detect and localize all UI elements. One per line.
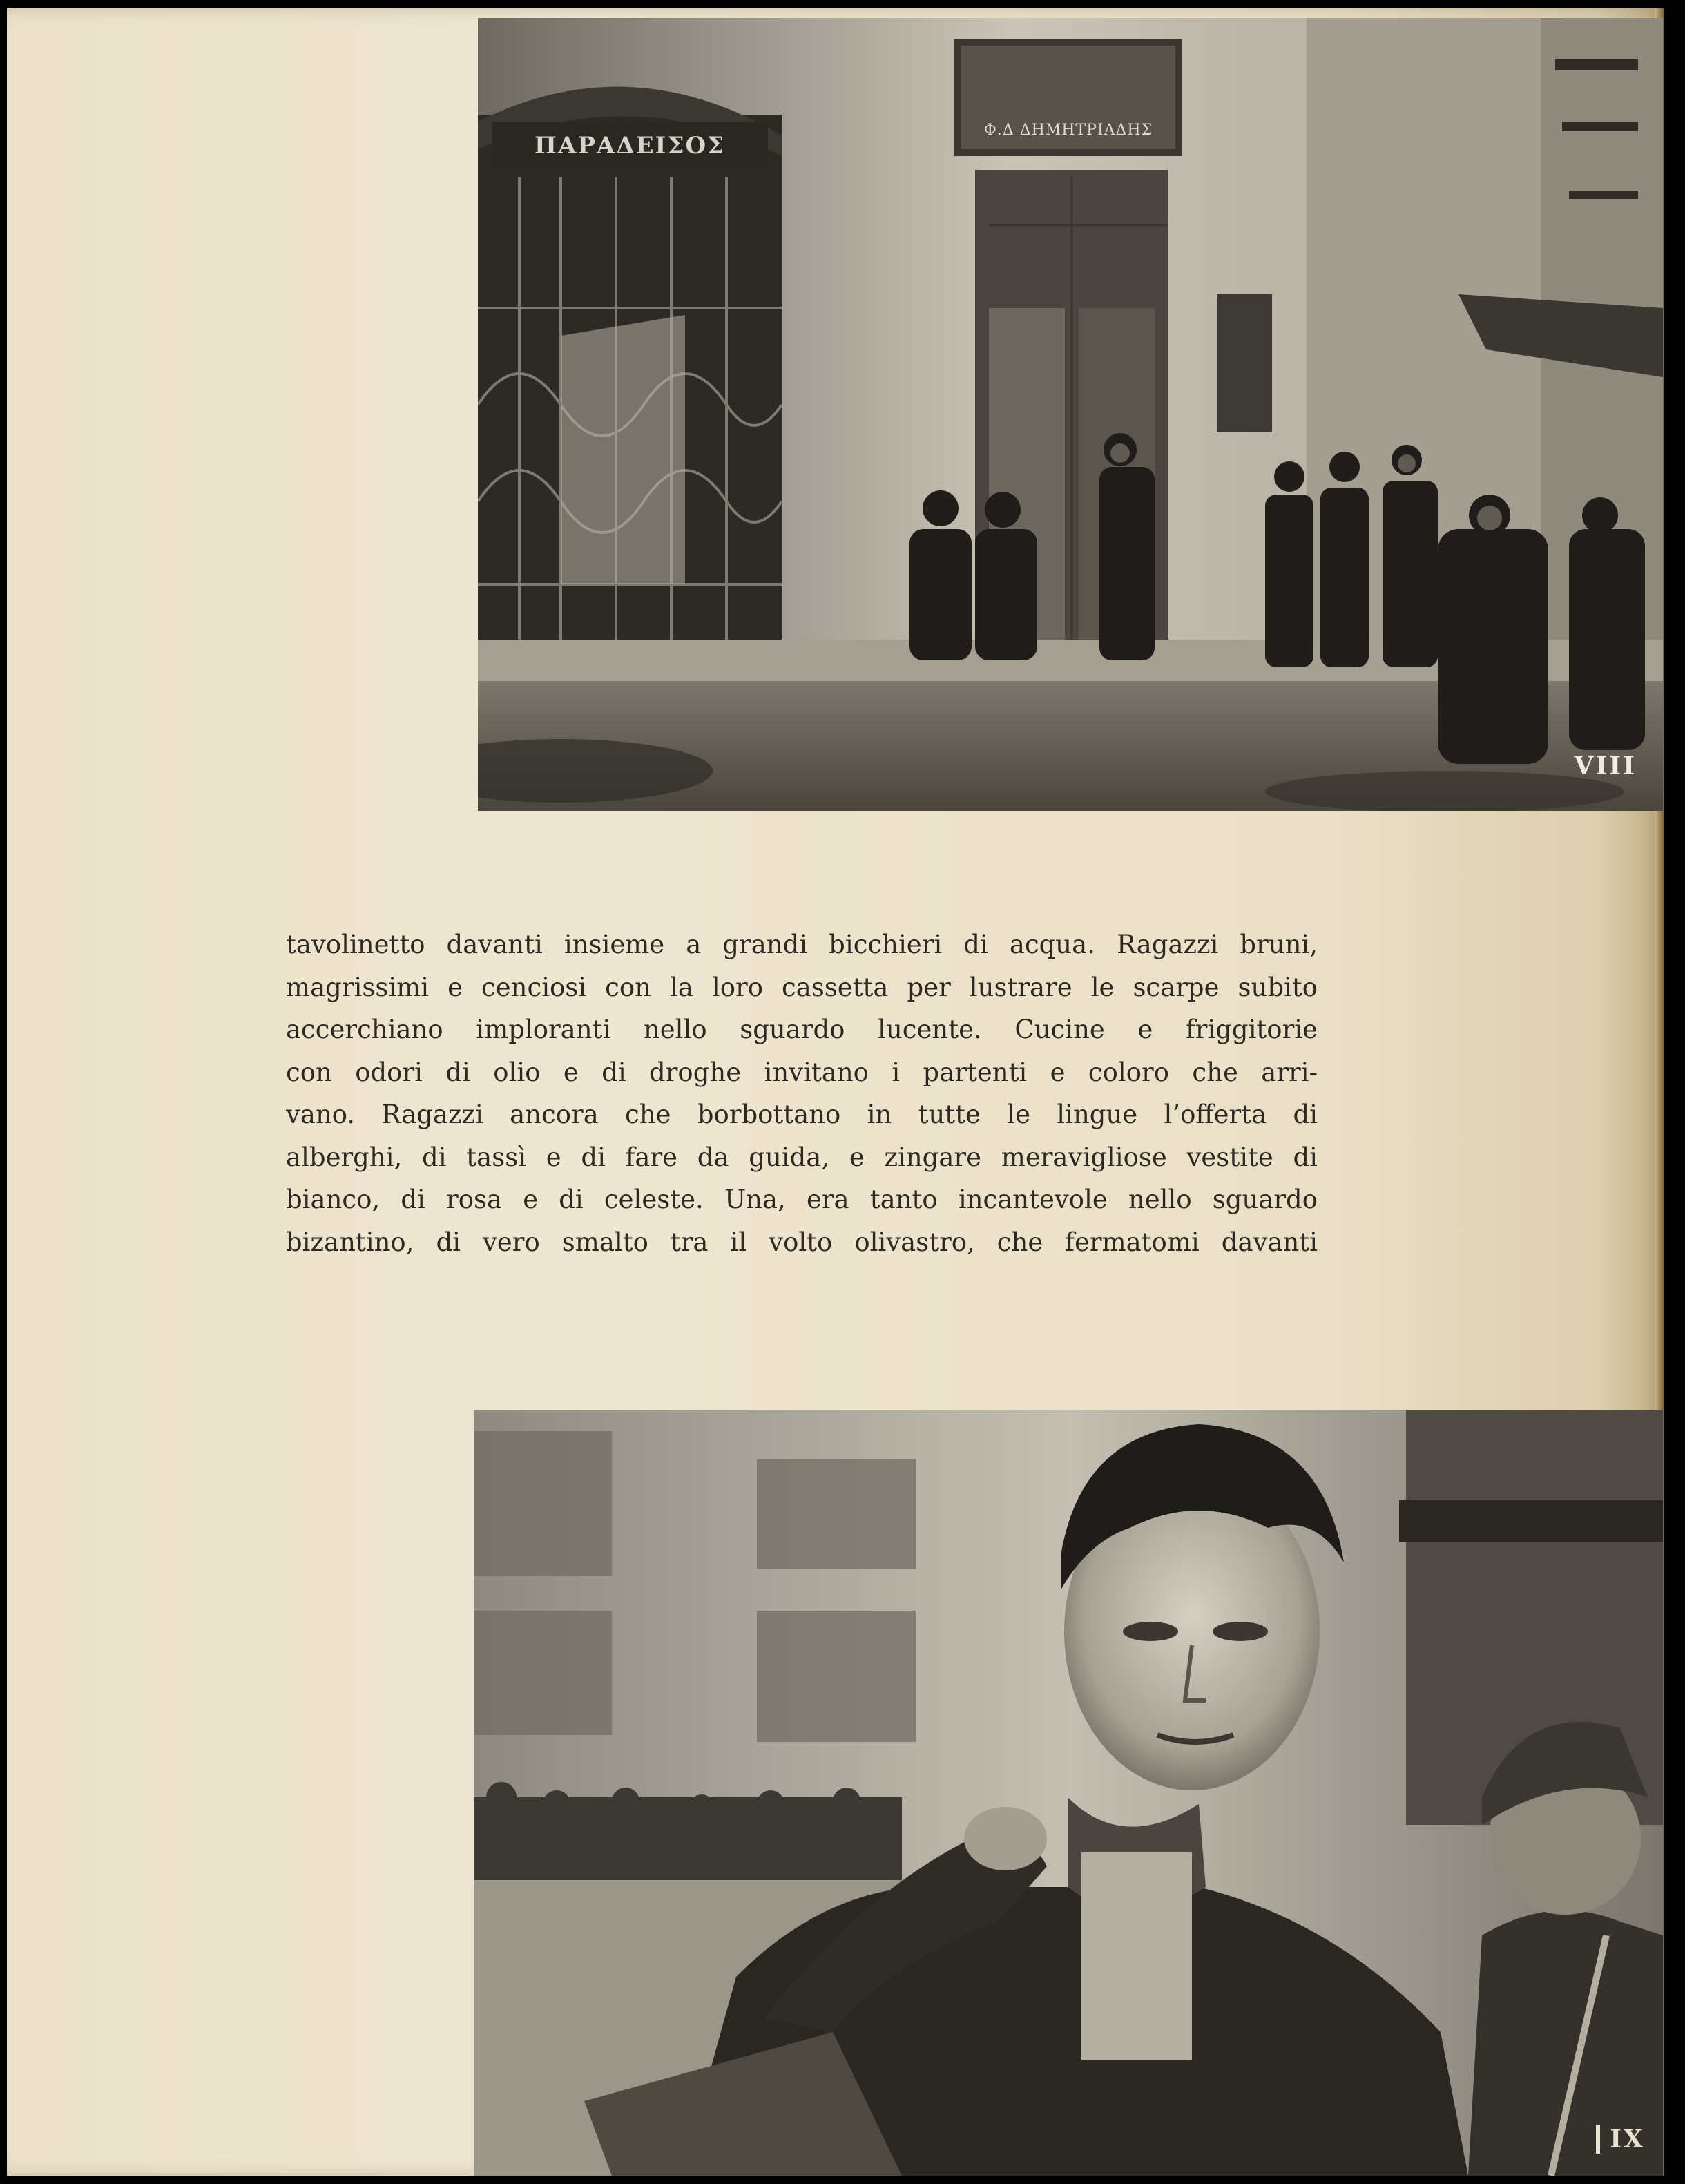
- text-line: magrissimi e cenciosi con la loro cassetta per lustrare le scarpe subito: [286, 972, 1318, 1002]
- book-page: [7, 8, 1664, 2176]
- arch-sign: ΠΑΡΑΔΕΙΣΟΣ: [534, 132, 726, 160]
- photo-plate-ix: [474, 1410, 1663, 2176]
- text-line: vano. Ragazzi ancora che borbottano in tutte le lingue l’offerta di: [286, 1100, 1318, 1129]
- text-line: bianco, di rosa e di celeste. Una, era tanto incantevole nello sguardo: [286, 1185, 1318, 1214]
- text-line: alberghi, di tassì e di fare da guida, e zingare meravigliose vestite di: [286, 1142, 1318, 1172]
- shop-sign: Φ.Δ ΔΗΜΗΤΡΙΑΔΗΣ: [983, 122, 1153, 139]
- text-line: accerchiano imploranti nello sguardo lucente. Cucine e friggitorie: [286, 1015, 1318, 1044]
- text-line: bizantino, di vero smalto tra il volto olivastro, che fermatomi davanti: [286, 1227, 1318, 1257]
- text-line: tavolinetto davanti insieme a grandi bicchieri di acqua. Ragazzi bruni,: [286, 930, 1318, 959]
- plate-number-ix: IX: [1596, 2125, 1645, 2154]
- body-text: [286, 923, 1318, 1263]
- boys-portrait-photo: [474, 1410, 1663, 2176]
- text-line: con odori di olio e di droghe invitano i partenti e coloro che arri-: [286, 1057, 1318, 1087]
- photo-plate-viii: [478, 18, 1663, 811]
- plate-number-viii: VIII: [1574, 751, 1637, 780]
